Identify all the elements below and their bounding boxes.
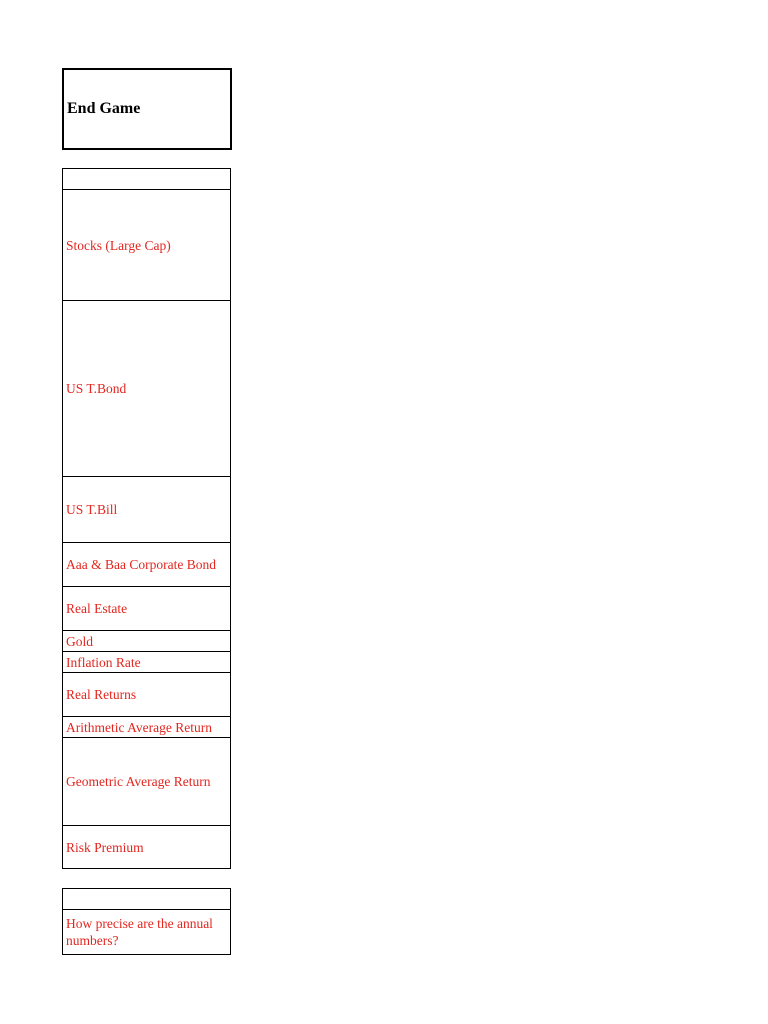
asset-class-table xyxy=(62,168,231,869)
row-label-precision: How precise are the annual numbers? xyxy=(66,916,213,948)
table-row-real-returns[interactable] xyxy=(63,672,231,716)
precision-header-row[interactable] xyxy=(63,889,231,909)
row-label-inflation-rate: Inflation Rate xyxy=(66,654,141,670)
table-row-us-t-bond[interactable] xyxy=(63,300,231,476)
table-row-gold[interactable] xyxy=(63,630,231,651)
title-cell[interactable] xyxy=(62,68,232,150)
row-label-us-t-bond: US T.Bond xyxy=(66,381,127,396)
table-row-stocks[interactable] xyxy=(63,189,231,300)
table-row-precision[interactable] xyxy=(63,909,231,954)
row-label-stocks: Stocks (Large Cap) xyxy=(66,237,171,253)
row-label-arithmetic-average: Arithmetic Average Return xyxy=(66,719,212,735)
row-label-real-estate: Real Estate xyxy=(66,601,128,616)
row-label-risk-premium: Risk Premium xyxy=(66,839,144,855)
row-label-gold: Gold xyxy=(66,633,93,649)
row-label-real-returns: Real Returns xyxy=(66,687,137,702)
row-label-geometric-average: Geometric Average Return xyxy=(66,774,211,789)
table-header-row[interactable] xyxy=(63,169,231,189)
row-label-corporate-bond: Aaa & Baa Corporate Bond xyxy=(66,557,216,572)
precision-table xyxy=(62,888,231,955)
table-row-real-estate[interactable] xyxy=(63,586,231,630)
table-row-us-t-bill[interactable] xyxy=(63,476,231,542)
table-row-risk-premium[interactable] xyxy=(63,825,231,868)
table-row-geometric-average[interactable] xyxy=(63,737,231,825)
table-row-arithmetic-average[interactable] xyxy=(63,716,231,737)
row-label-us-t-bill: US T.Bill xyxy=(66,502,118,517)
table-row-inflation-rate[interactable] xyxy=(63,651,231,672)
document-title: End Game xyxy=(67,100,141,117)
table-row-corporate-bond[interactable] xyxy=(63,542,231,586)
